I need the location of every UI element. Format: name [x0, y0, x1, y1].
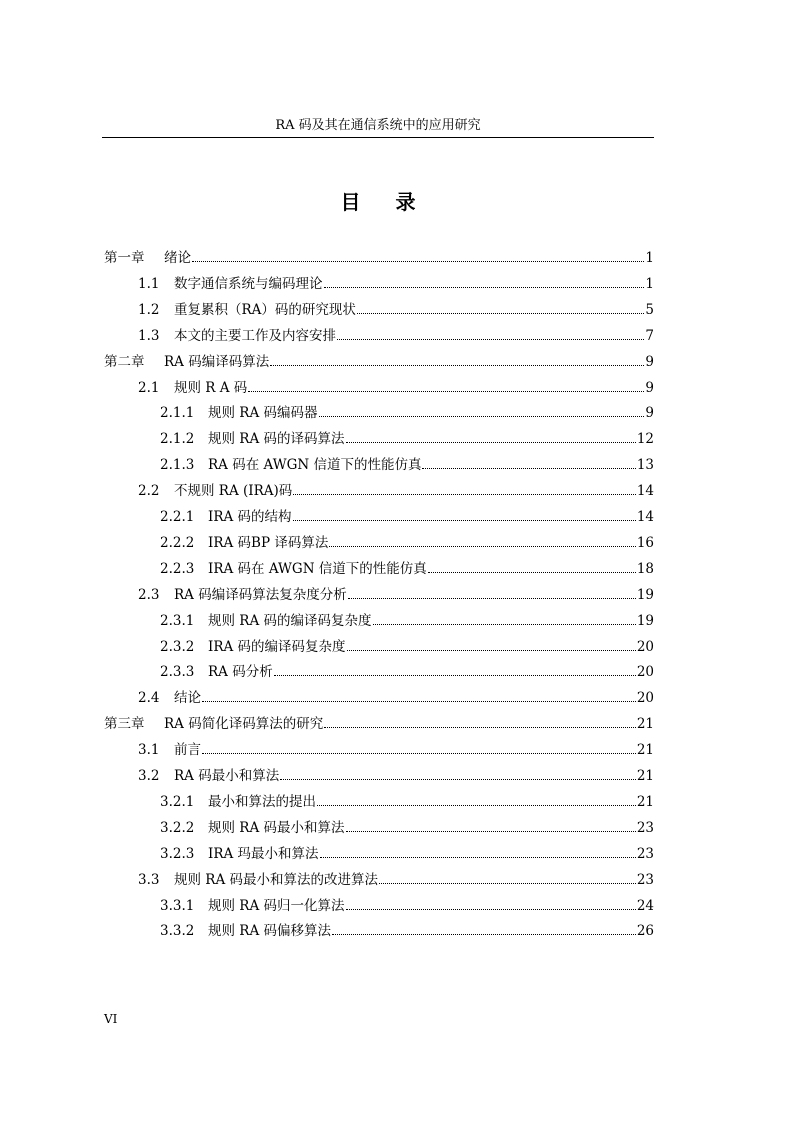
toc-entry-number: 2.3.3	[160, 664, 195, 681]
toc-entry-page: 9	[645, 405, 654, 422]
toc-dot-leader	[317, 792, 636, 806]
toc-entry-title: 规则 RA 码编码器	[208, 405, 318, 422]
toc-entry-title: 规则 R A 码	[174, 379, 248, 396]
toc-entry[interactable]	[138, 378, 654, 398]
toc-dot-leader	[422, 455, 635, 469]
toc-title: 目 录	[340, 190, 430, 214]
toc-entry-page: 16	[636, 534, 654, 551]
toc-entry[interactable]	[160, 455, 654, 475]
toc-entry[interactable]	[104, 352, 654, 372]
toc-entry-number: 1.3	[138, 327, 160, 344]
toc-entry-number: 第三章	[104, 716, 145, 733]
toc-dot-leader	[346, 429, 636, 443]
toc-entry[interactable]	[160, 429, 654, 449]
toc-entry-page: 23	[636, 819, 654, 836]
toc-dot-leader	[270, 352, 644, 366]
toc-entry-title: 规则 RA 码归一化算法	[208, 897, 345, 914]
toc-entry[interactable]	[138, 481, 654, 501]
toc-entry[interactable]	[138, 274, 654, 294]
toc-entry-page: 14	[636, 509, 654, 525]
toc-dot-leader	[248, 378, 644, 392]
toc-dot-leader	[319, 403, 645, 417]
toc-entry-page: 13	[636, 457, 654, 474]
toc-entry-number: 2.4	[138, 690, 160, 707]
toc-entry[interactable]	[160, 818, 654, 838]
toc-entry-title: 本文的主要工作及内容安排	[174, 327, 336, 344]
toc-entry[interactable]	[160, 637, 654, 657]
toc-entry[interactable]	[160, 403, 654, 423]
toc-entry-title: 结论	[174, 690, 201, 707]
running-header: RA 码及其在通信系统中的应用研究	[275, 118, 481, 133]
toc-dot-leader	[274, 662, 636, 676]
toc-entry-page: 20	[636, 664, 654, 681]
toc-entry-number: 3.2	[138, 768, 160, 784]
toc-dot-leader	[347, 637, 636, 651]
toc-entry-page: 7	[645, 327, 654, 344]
toc-entry-page: 20	[636, 690, 654, 707]
toc-entry-page: 26	[636, 923, 654, 940]
toc-entry[interactable]	[160, 896, 654, 916]
toc-entry[interactable]	[160, 792, 654, 812]
toc-entry-page: 9	[645, 379, 654, 396]
toc-dot-leader	[324, 714, 636, 728]
toc-entry[interactable]	[104, 248, 654, 268]
toc-entry-page: 12	[636, 431, 654, 448]
toc-entry[interactable]	[160, 507, 654, 527]
toc-entry-title: IRA 码的编译码复杂度	[208, 638, 346, 655]
toc-entry[interactable]	[138, 870, 654, 890]
toc-dot-leader	[332, 921, 636, 935]
toc-entry-number: 2.2.1	[160, 509, 195, 525]
toc-entry-number: 2.2.3	[160, 560, 195, 577]
toc-entry[interactable]	[160, 662, 654, 682]
toc-entry[interactable]	[160, 559, 654, 579]
toc-entry-number: 3.3	[138, 871, 160, 888]
toc-entry-title: 规则 RA 码偏移算法	[208, 923, 331, 940]
toc-entry-title: 规则 RA 码最小和算法	[208, 819, 345, 836]
toc-entry-title: RA 码编译码算法复杂度分析	[174, 586, 347, 603]
toc-dot-leader	[320, 844, 636, 858]
toc-entry-number: 第二章	[104, 353, 145, 370]
toc-dot-leader	[428, 559, 636, 573]
toc-dot-leader	[337, 326, 644, 340]
toc-entry-number: 2.3.2	[160, 638, 195, 655]
toc-entry-number: 3.2.1	[160, 793, 195, 810]
toc-entry-number: 1.2	[138, 301, 160, 318]
toc-entry[interactable]	[104, 714, 654, 734]
toc-entry-title: 规则 RA 码最小和算法的改进算法	[174, 871, 378, 888]
toc-entry-number: 2.1	[138, 379, 160, 396]
toc-entry[interactable]	[160, 533, 654, 553]
toc-entry-page: 5	[645, 301, 654, 318]
toc-dot-leader	[346, 896, 636, 910]
toc-entry-title: RA 码简化译码算法的研究	[164, 716, 324, 733]
toc-entry-title: RA 码编译码算法	[164, 353, 270, 370]
toc-entry-page: 19	[636, 612, 654, 629]
toc-entry-number: 2.2	[138, 483, 160, 500]
toc-dot-leader	[293, 481, 636, 495]
toc-entry-page: 1	[645, 275, 654, 292]
toc-entry-page: 21	[636, 742, 654, 759]
toc-entry-title: 数字通信系统与编码理论	[174, 275, 323, 292]
toc-entry[interactable]	[138, 688, 654, 708]
toc-dot-leader	[202, 740, 636, 754]
toc-dot-leader	[202, 688, 636, 702]
toc-entry[interactable]	[160, 611, 654, 631]
toc-entry-page: 9	[645, 353, 654, 370]
toc-entry-page: 20	[636, 638, 654, 655]
toc-entry-page: 21	[636, 768, 654, 784]
toc-dot-leader	[357, 300, 644, 314]
toc-entry-number: 第一章	[104, 250, 145, 266]
toc-entry-title: 最小和算法的提出	[208, 793, 316, 810]
toc-entry-number: 2.1.3	[160, 457, 195, 474]
toc-entry-page: 18	[636, 560, 654, 577]
toc-entry-number: 2.1.1	[160, 405, 195, 422]
toc-entry-page: 19	[636, 586, 654, 603]
toc-entry[interactable]	[138, 326, 654, 346]
toc-entry-number: 2.3.1	[160, 612, 195, 629]
toc-entry-number: 3.2.3	[160, 845, 195, 862]
toc-dot-leader	[280, 766, 636, 780]
toc-entry-title: RA 码分析	[208, 664, 273, 681]
toc-dot-leader	[348, 585, 636, 599]
toc-dot-leader	[192, 248, 644, 262]
toc-dot-leader	[373, 611, 636, 625]
toc-entry-title: 重复累积（RA）码的研究现状	[174, 301, 356, 318]
toc-entry-title: 前言	[174, 742, 201, 759]
toc-dot-leader	[324, 274, 645, 288]
toc-dot-leader	[379, 870, 636, 884]
toc-entry-page: 23	[636, 845, 654, 862]
toc-entry-title: IRA 码BP 译码算法	[208, 534, 329, 551]
toc-entry-title: IRA 码的结构	[208, 509, 292, 525]
toc-entry-title: RA 码在 AWGN 信道下的性能仿真	[208, 457, 422, 474]
toc-entry[interactable]	[160, 921, 654, 941]
toc-entry[interactable]	[160, 844, 654, 864]
toc-entry-number: 2.3	[138, 586, 160, 603]
toc-dot-leader	[293, 507, 636, 521]
toc-entry-number: 3.1	[138, 742, 160, 759]
toc-entry-number: 3.3.1	[160, 897, 195, 914]
toc-entry-title: IRA 码在 AWGN 信道下的性能仿真	[208, 560, 427, 577]
toc-entry-number: 2.2.2	[160, 534, 195, 551]
toc-entry-title: 规则 RA 码的编译码复杂度	[208, 612, 372, 629]
toc-entry-page: 23	[636, 871, 654, 888]
toc-entry-number: 1.1	[138, 275, 160, 292]
toc-entry-page: 21	[636, 793, 654, 810]
toc-entry[interactable]	[138, 766, 654, 786]
toc-entry-page: 14	[636, 483, 654, 500]
toc-entry-page: 1	[645, 250, 654, 266]
toc-entry-number: 2.1.2	[160, 431, 195, 448]
page-number: VI	[104, 1012, 118, 1026]
toc-entry[interactable]	[138, 585, 654, 605]
toc-entry-number: 3.2.2	[160, 819, 195, 836]
toc-entry-page: 21	[636, 716, 654, 733]
toc-entry-title: 绪论	[164, 250, 191, 266]
toc-entry-title: 规则 RA 码的译码算法	[208, 431, 345, 448]
toc-dot-leader	[329, 533, 635, 547]
toc-entry-page: 24	[636, 897, 654, 914]
toc-entry[interactable]	[138, 300, 654, 320]
toc-entry-title: IRA 玛最小和算法	[208, 845, 319, 862]
toc-entry-title: 不规则 RA (IRA)码	[174, 483, 293, 500]
toc-entry-title: RA 码最小和算法	[174, 768, 280, 784]
toc-dot-leader	[346, 818, 636, 832]
toc-entry-number: 3.3.2	[160, 923, 195, 940]
toc-entry[interactable]	[138, 740, 654, 760]
header-rule	[102, 137, 654, 138]
